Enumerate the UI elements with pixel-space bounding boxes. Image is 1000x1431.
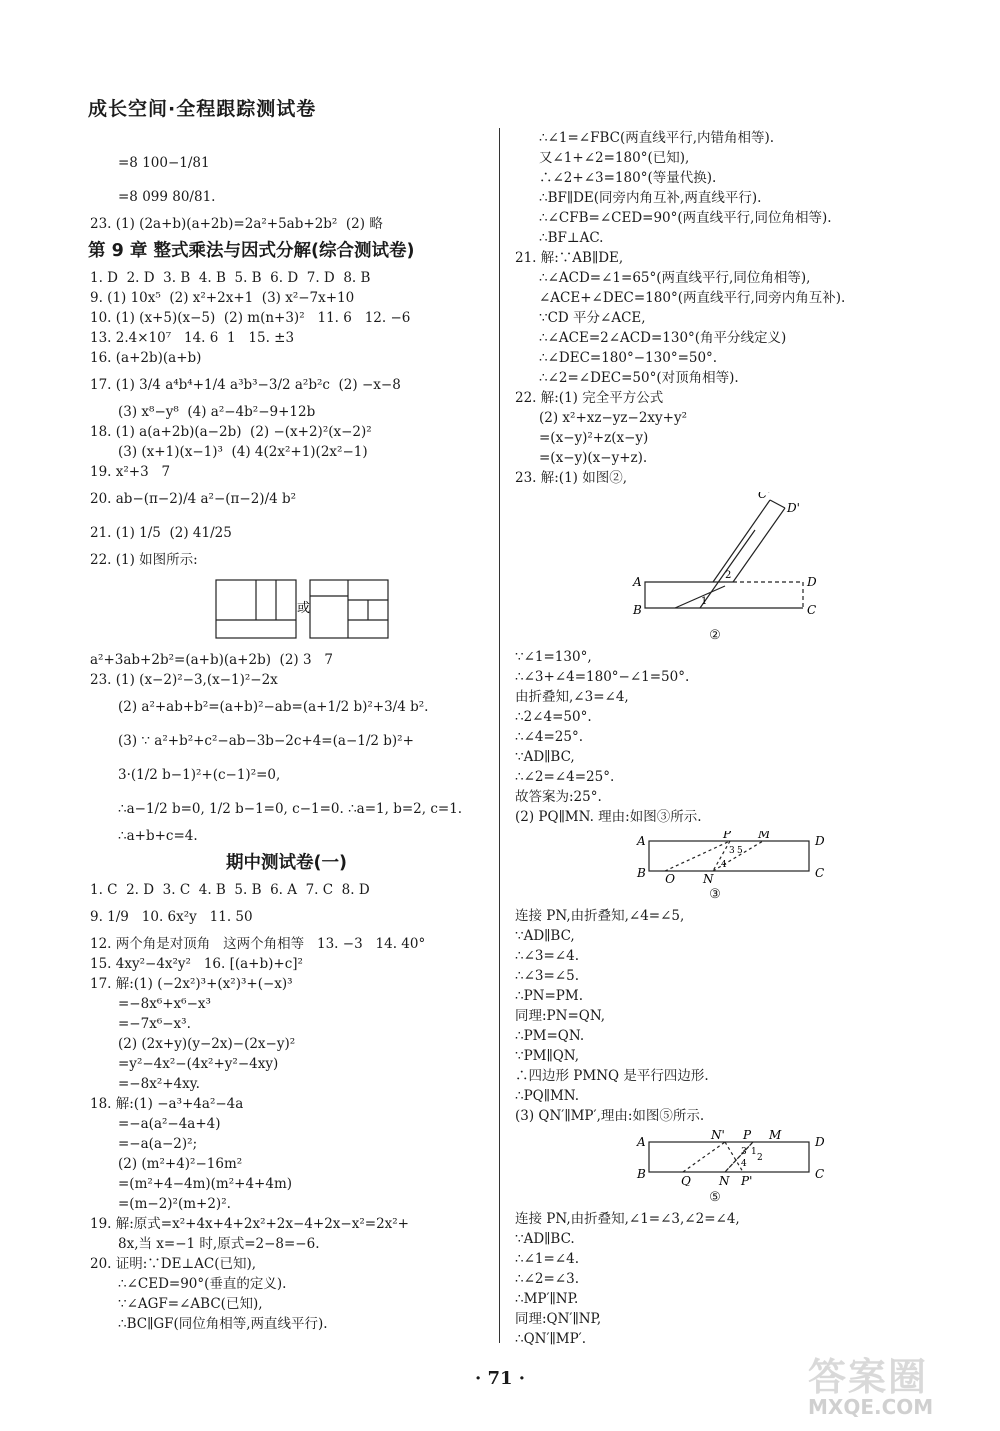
answer-line: ∵PM∥QN, <box>515 1048 580 1064</box>
answer-line: ∴∠1=∠4. <box>515 1251 579 1267</box>
answer-line: 19. 解:原式=x²+4x+4+2x²+2x−4+2x−x²=2x²+ <box>90 1216 409 1232</box>
answer-line: ∴四边形 PMNQ 是平行四边形. <box>515 1068 709 1084</box>
fig2-point-c-prime: C' <box>758 492 771 501</box>
answer-line: 由折叠知,∠3=∠4, <box>515 689 629 705</box>
answer-line: ∴∠2=∠3. <box>515 1271 579 1287</box>
answer-line: =(x−y)(x−y+z). <box>539 450 648 466</box>
fig5-point-n: N <box>719 1174 730 1186</box>
answer-line: ∴∠DEC=180°−130°=50°. <box>539 350 718 366</box>
answer-line: 又∠1+∠2=180°(已知), <box>539 150 690 166</box>
fig3-point-q: Q <box>665 872 675 883</box>
answer-line: (3) x⁸−y⁸ (4) a²−4b²−9+12b <box>118 404 316 420</box>
figure-2 <box>515 492 915 643</box>
answer-line: ∴a−1/2 b=0, 1/2 b−1=0, c−1=0. ∴a=1, b=2, c=1. <box>118 801 463 817</box>
answer-line: =−7x⁶−x³. <box>118 1016 191 1032</box>
figure-3-diagram <box>515 831 915 883</box>
answer-line: 12. 两个角是对顶角 这两个角相等 13. −3 14. 40° <box>90 936 426 952</box>
answer-line: ∠ACE+∠DEC=180°(两直线平行,同旁内角互补). <box>539 290 846 306</box>
watermark-title: 答案圈 <box>808 1355 929 1399</box>
answer-line: (2) x²+xz−yz−2xy+y² <box>539 410 688 426</box>
column-divider <box>499 128 500 1343</box>
answer-line: ∵∠1=130°, <box>515 649 592 665</box>
right-column <box>515 128 915 1349</box>
answer-line: ∴∠CED=90°(垂直的定义). <box>118 1276 287 1292</box>
fig2-angle-2: 2 <box>725 570 732 581</box>
answer-line: ∴∠CFB=∠CED=90°(两直线平行,同位角相等). <box>539 210 832 226</box>
answer-line: ∵AD∥BC. <box>515 1231 575 1247</box>
answer-line: (2) (2x+y)(y−2x)−(2x−y)² <box>118 1036 296 1052</box>
answer-line: ∴BF∥DE(同旁内角互补,两直线平行). <box>539 190 762 206</box>
answer-line: 17. (1) 3/4 a⁴b⁴+1/4 a³b³−3/2 a²b²c (2) −x−8 <box>90 377 401 393</box>
fig3-point-a: A <box>637 834 646 848</box>
midterm-title: 期中测试卷(一) <box>226 853 347 873</box>
answer-line: 23. (1) (2a+b)(a+2b)=2a²+5ab+2b² (2) 略 <box>90 216 383 232</box>
fig5-point-p: P <box>743 1130 752 1142</box>
fig5-angle-3: 3 <box>741 1147 747 1157</box>
answer-line: 19. x²+3 7 <box>90 464 171 480</box>
fig5-angle-1: 1 <box>751 1147 757 1157</box>
answer-line: 同理:PN=QN, <box>515 1008 606 1024</box>
answer-line: 23. 解:(1) 如图②, <box>515 470 628 486</box>
fig5-angle-4: 4 <box>741 1159 747 1169</box>
answer-line: ∴∠2=∠4=25°. <box>515 769 615 785</box>
fig5-point-n-prime: N' <box>711 1130 725 1142</box>
fig2-angle-1: 1 <box>701 596 708 607</box>
answer-line: =−a(a²−4a+4) <box>118 1116 221 1132</box>
fig5-point-a: A <box>637 1135 646 1149</box>
answer-line: =8 100−1/81 <box>118 155 210 171</box>
figure-22 <box>90 574 485 646</box>
left-column <box>90 146 485 1334</box>
answer-line: 9. 1/9 10. 6x²y 11. 50 <box>90 909 253 925</box>
fig3-angle-5: 5 <box>737 846 743 856</box>
figure-2-label: ② <box>709 628 721 643</box>
answer-line: ∴∠2=∠DEC=50°(对顶角相等). <box>539 370 739 386</box>
answer-line: 18. (1) a(a+2b)(a−2b) (2) −(x+2)²(x−2)² <box>90 424 372 440</box>
answer-line: 20. 证明:∵DE⊥AC(已知), <box>90 1256 257 1272</box>
answer-line: ∴∠1=∠FBC(两直线平行,内错角相等). <box>539 130 775 146</box>
watermark-logo <box>808 1346 988 1426</box>
answer-line: ∴QN′∥MP′. <box>515 1331 587 1347</box>
fig5-point-d: D <box>815 1135 825 1149</box>
answer-line: 16. (a+2b)(a+b) <box>90 350 202 366</box>
answer-line: ∴PQ∥MN. <box>515 1088 580 1104</box>
answer-line: ∴∠2+∠3=180°(等量代换). <box>539 170 717 186</box>
figure-5-label: ⑤ <box>709 1190 721 1205</box>
answer-line: =(x−y)²+z(x−y) <box>539 430 649 446</box>
fig3-point-m: M <box>758 831 771 841</box>
fig2-point-b: B <box>633 603 642 617</box>
fig5-point-m: M <box>769 1130 782 1142</box>
answer-line: 9. (1) 10x⁵ (2) x²+2x+1 (3) x²−7x+10 <box>90 290 355 306</box>
fig3-point-p: P <box>723 831 732 841</box>
figure-3-label: ③ <box>709 887 721 902</box>
answer-line: =(m−2)²(m+2)². <box>118 1196 231 1212</box>
fig5-point-q: Q <box>681 1174 691 1186</box>
answer-line: ∴∠4=25°. <box>515 729 584 745</box>
answer-line: 13. 2.4×10⁷ 14. 6 1 15. ±3 <box>90 330 295 346</box>
answer-line: 21. (1) 1/5 (2) 41/25 <box>90 525 232 541</box>
answer-line: 同理:QN′∥NP, <box>515 1311 602 1327</box>
answer-line: ∴∠3=∠4. <box>515 948 579 964</box>
answer-line: ∴PM=QN. <box>515 1028 585 1044</box>
figure-5-diagram <box>515 1130 915 1186</box>
answer-line: =−a(a−2)²; <box>118 1136 198 1152</box>
fig3-point-n: N <box>703 872 714 883</box>
answer-line: =−8x²+4xy. <box>118 1076 200 1092</box>
answer-line: ∵∠AGF=∠ABC(已知), <box>118 1296 263 1312</box>
answer-line: 18. 解:(1) −a³+4a²−4a <box>90 1096 244 1112</box>
fig3-angle-4: 4 <box>721 860 727 870</box>
answer-line: =−8x⁶+x⁶−x³ <box>118 996 211 1012</box>
answer-line: 3·(1/2 b−1)²+(c−1)²=0, <box>118 767 281 783</box>
fig2-point-c: C <box>807 603 817 617</box>
figure-22-diagram <box>90 574 485 646</box>
answer-line: 20. ab−(π−2)/4 a²−(π−2)/4 b² <box>90 491 297 507</box>
answer-line: =8 099 80/81. <box>118 189 216 205</box>
fig5-point-c: C <box>815 1167 825 1181</box>
figure-5 <box>515 1130 915 1205</box>
answer-line: 10. (1) (x+5)(x−5) (2) m(n+3)² 11. 6 12. −6 <box>90 310 411 326</box>
answer-line: ∴a+b+c=4. <box>118 828 198 844</box>
answer-line: 连接 PN,由折叠知,∠1=∠3,∠2=∠4, <box>515 1211 740 1227</box>
watermark-url: MXQE.COM <box>808 1395 934 1419</box>
answer-line: (3) (x+1)(x−1)³ (4) 4(2x²+1)(2x²−1) <box>118 444 368 460</box>
figure-22-or: 或 <box>297 601 311 616</box>
answer-line: ∴BC∥GF(同位角相等,两直线平行). <box>118 1316 328 1332</box>
answer-line: ∵AD∥BC, <box>515 749 575 765</box>
answer-line: ∴∠3+∠4=180°−∠1=50°. <box>515 669 690 685</box>
answer-line: 22. (1) 如图所示: <box>90 552 198 568</box>
fig2-point-a: A <box>633 575 642 589</box>
answer-line: 17. 解:(1) (−2x²)³+(x²)³+(−x)³ <box>90 976 293 992</box>
fig2-point-d: D <box>807 575 817 589</box>
fig5-point-b: B <box>637 1167 646 1181</box>
answer-line: (2) PQ∥MN. 理由:如图③所示. <box>515 809 702 825</box>
answer-line: ∴∠ACD=∠1=65°(两直线平行,同位角相等), <box>539 270 811 286</box>
answer-line: 故答案为:25°. <box>515 789 602 805</box>
answer-line: a²+3ab+2b²=(a+b)(a+2b) (2) 3 7 <box>90 652 334 668</box>
answer-line: 1. C 2. D 3. C 4. B 5. B 6. A 7. C 8. D <box>90 882 370 898</box>
answer-line: ∴2∠4=50°. <box>515 709 592 725</box>
figure-3 <box>515 831 915 902</box>
answer-line: ∴MP′∥NP. <box>515 1291 579 1307</box>
answer-line: ∴PN=PM. <box>515 988 583 1004</box>
fig3-angle-3: 3 <box>729 846 735 856</box>
fig3-point-c: C <box>815 866 825 880</box>
fig5-angle-2: 2 <box>757 1153 763 1163</box>
answer-line: =y²−4x²−(4x²+y²−4xy) <box>118 1056 279 1072</box>
answer-line: ∵AD∥BC, <box>515 928 575 944</box>
answer-line: (3) ∵ a²+b²+c²−ab−3b−2c+4=(a−1/2 b)²+ <box>118 733 414 749</box>
answer-line: 连接 PN,由折叠知,∠4=∠5, <box>515 908 685 924</box>
answer-line: 23. (1) (x−2)²−3,(x−1)²−2x <box>90 672 278 688</box>
page-number: · 71 · <box>474 1368 526 1389</box>
answer-line: (3) QN′∥MP′,理由:如图⑤所示. <box>515 1108 705 1124</box>
fig2-point-d-prime: D' <box>787 501 800 515</box>
page-header: 成长空间·全程跟踪测试卷 <box>88 98 317 120</box>
fig3-point-d: D <box>815 834 825 848</box>
fig3-point-b: B <box>637 866 646 880</box>
answer-line: (2) a²+ab+b²=(a+b)²−ab=(a+1/2 b)²+3/4 b². <box>118 699 429 715</box>
chapter-9-title: 第 9 章 整式乘法与因式分解(综合测试卷) <box>88 241 415 261</box>
answer-line: 8x,当 x=−1 时,原式=2−8=−6. <box>118 1236 320 1252</box>
answer-line: 21. 解:∵AB∥DE, <box>515 250 624 266</box>
answer-line: ∵CD 平分∠ACE, <box>539 310 646 326</box>
answer-line: ∴∠ACE=2∠ACD=130°(角平分线定义) <box>539 330 787 346</box>
fig5-point-p-prime: P' <box>741 1174 753 1186</box>
answer-line: ∴BF⊥AC. <box>539 230 604 246</box>
figure-2-diagram <box>515 492 915 624</box>
answer-line: =(m²+4−4m)(m²+4+4m) <box>118 1176 293 1192</box>
answer-line: ∴∠3=∠5. <box>515 968 579 984</box>
answer-line: (2) (m²+4)²−16m² <box>118 1156 243 1172</box>
answer-line: 1. D 2. D 3. B 4. B 5. B 6. D 7. D 8. B <box>90 270 371 286</box>
answer-line: 15. 4xy²−4x²y² 16. [(a+b)+c]² <box>90 956 303 972</box>
answer-line: 22. 解:(1) 完全平方公式 <box>515 390 664 406</box>
